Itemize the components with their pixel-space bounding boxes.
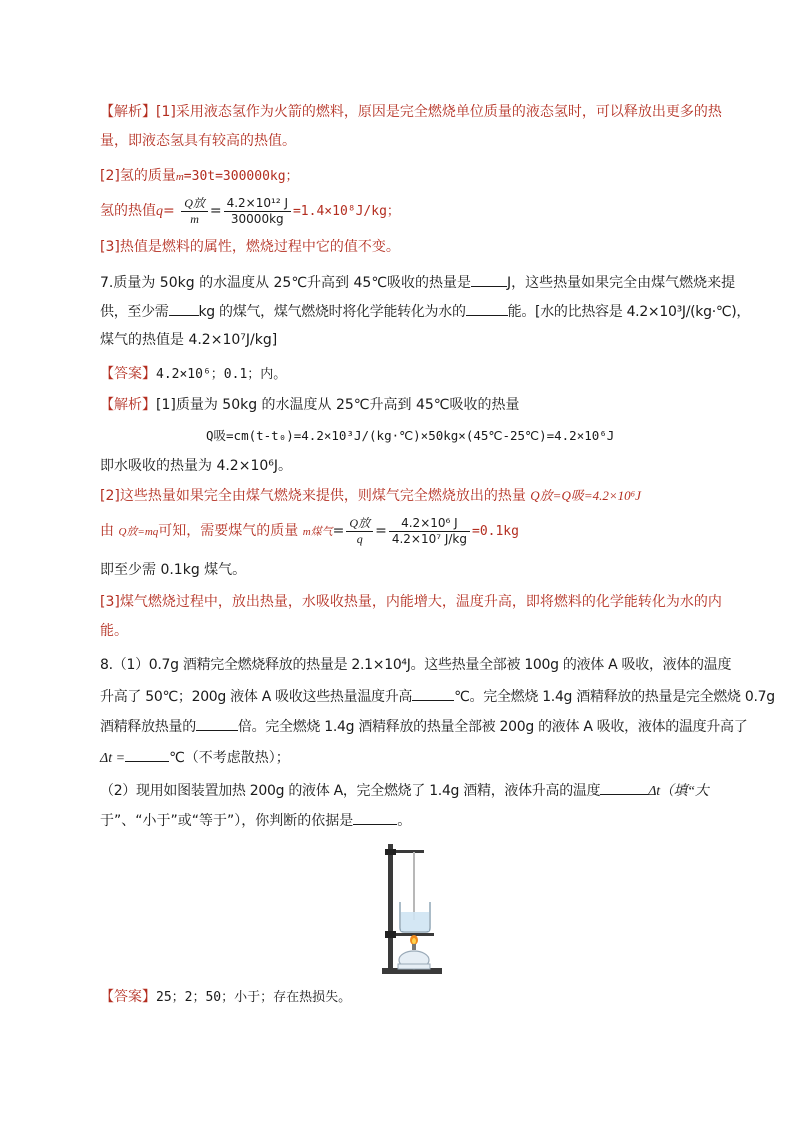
answer-tag: 【答案】 xyxy=(100,989,156,1005)
answer-blank xyxy=(353,810,397,825)
answer-blank xyxy=(196,716,238,731)
answer-blank xyxy=(412,686,454,701)
q7-solution-line-6: 即至少需 0.1kg 煤气。 xyxy=(100,562,247,578)
analysis-tag: 【解析】 xyxy=(100,397,156,413)
solution-text: 由 xyxy=(100,523,114,539)
answer-text: 4.2×10⁶；0.1；内。 xyxy=(156,367,287,382)
answer-tag: 【答案】 xyxy=(100,366,156,382)
heat-value-result: =1.4×10⁸J/kg； xyxy=(292,204,400,219)
equals-sign: = xyxy=(163,203,175,219)
heat-value-label: 氢的热值 xyxy=(100,203,156,219)
gas-mass-result: =0.1kg xyxy=(472,524,519,539)
gas-mass-symbol: m煤气 xyxy=(302,526,333,538)
q8-line-2 xyxy=(100,686,775,706)
formula-heat-released: Q放=Q吸=4.2×10⁶J xyxy=(530,488,641,503)
q8-text-2a: 升高了 50℃；200g 液体 A 吸收这些热量温度升高 xyxy=(100,689,413,705)
analysis-tag: 【解析】 xyxy=(100,104,156,120)
q7-text-1b: J，这些热量如果完全由煤气燃烧来提 xyxy=(507,275,736,291)
denominator: q xyxy=(356,531,363,546)
hydrogen-mass-value: =30t=300000kg； xyxy=(183,169,299,184)
q7-solution-line-8: 能。 xyxy=(100,623,128,639)
lamp-bottom xyxy=(398,964,430,969)
analysis-line-3: [3]热值是燃料的属性，燃烧过程中它的值不变。 xyxy=(100,239,400,255)
stand-rod xyxy=(388,844,393,970)
answer-blank xyxy=(466,301,508,316)
numerator: Q放 xyxy=(346,516,373,532)
lamp-wick xyxy=(412,944,416,950)
analysis-line-2: 量，即液态氢具有较高的热值。 xyxy=(100,133,296,149)
q8-text-4b: ℃（不考虑散热）； xyxy=(169,750,290,766)
fraction-q-over-m xyxy=(181,196,208,227)
q8-line-1: 8.（1）0.7g 酒精完全燃烧释放的热量是 2.1×10⁴J。这些热量全部被 100g 的液体 A 吸收，液体的温度 xyxy=(100,657,732,673)
q8-line-4 xyxy=(100,747,290,768)
analysis-text: [1]采用液态氢作为火箭的燃料，原因是完全燃烧单位质量的液态氢时，可以释放出更多的热 xyxy=(156,104,722,120)
q7-text-2a: 供，至少需 xyxy=(100,304,169,320)
ring-knob xyxy=(385,931,396,938)
q7-solution-line-4 xyxy=(100,487,641,505)
answer-blank xyxy=(471,272,507,287)
numerator-value: 4.2×10⁶ J xyxy=(389,516,470,532)
q7-text-1a: 7.质量为 50kg 的水温度从 25℃升高到 45℃吸收的热量是 xyxy=(100,275,472,291)
answer-blank xyxy=(169,301,199,316)
analysis-line-1 xyxy=(100,103,722,121)
formula-q-mq: Q放=mq xyxy=(118,526,159,538)
q-symbol: q xyxy=(156,204,163,219)
q7-text-2b: kg 的煤气，煤气燃烧时将化学能转化为水的 xyxy=(198,304,466,320)
q7-line-3: 煤气的热值是 4.2×10⁷J/kg] xyxy=(100,332,278,348)
q8-line-3 xyxy=(100,716,747,736)
q8-text-5a: （2）现用如图装置加热 200g 的液体 A，完全燃烧了 1.4g 酒精，液体升高的温度 xyxy=(100,783,601,799)
q7-line-2 xyxy=(100,301,750,321)
mass-symbol: m xyxy=(175,171,184,183)
q8-text-2b: ℃。完全燃烧 1.4g 酒精释放的热量是完全燃烧 0.7g xyxy=(454,689,775,705)
q7-answer xyxy=(100,365,286,384)
numerator: Q放 xyxy=(181,196,208,212)
q7-solution-line-5: 由 Q放=mq可知，需要煤气的质量 m煤气= $\frac{\text{Q放}}{q}$ = $\frac{\text{4.2×10⁶ J}}{\text{4.2×10⁷ J/kg}}$ =0.1kg xyxy=(100,515,519,546)
flame-core xyxy=(412,938,416,944)
clamp-knob xyxy=(385,849,396,855)
thermometer xyxy=(413,852,415,920)
q7-solution-line-3: 即水吸收的热量为 4.2×10⁶J。 xyxy=(100,458,293,474)
delta-t-symbol: Δt = xyxy=(100,751,126,766)
q7-solution-line-7: [3]煤气燃烧过程中，放出热量，水吸收热量，内能增大，温度升高，即将燃料的化学能转化为水的内 xyxy=(100,594,722,610)
numerator-value: 4.2×10¹² J xyxy=(224,196,291,212)
solution-text: 可知，需要煤气的质量 xyxy=(158,523,299,539)
q7-formula-heat-absorbed: Q吸=cm(t-t₀)=4.2×10³J/(kg·℃)×50kg×(45℃-25℃)=4.2×10⁶J xyxy=(206,428,615,443)
q8-answer xyxy=(100,988,351,1007)
q7-solution-line-1 xyxy=(100,396,520,414)
answer-blank xyxy=(125,747,169,762)
hydrogen-mass-label: [2]氢的质量 xyxy=(100,168,176,184)
q7-line-1 xyxy=(100,272,735,292)
denominator-value: 30000kg xyxy=(230,211,284,226)
q8-text-3a: 酒精释放热量的 xyxy=(100,719,196,735)
hydrogen-mass-line xyxy=(100,167,299,186)
q8-text-5b: Δt（填“大 xyxy=(648,784,709,799)
hydrogen-heat-value-line: 氢的热值q= $\frac{\text{Q放}}{m}$ = $\frac{\text{4.2×10¹² J}}{30000kg}$ =1.4×10⁸J/kg； xyxy=(100,195,400,226)
denominator: m xyxy=(190,211,199,226)
denominator-value: 4.2×10⁷ J/kg xyxy=(391,531,467,546)
q8-text-3b: 倍。完全燃烧 1.4g 酒精释放的热量全部被 200g 的液体 A 吸收，液体的温度升高了 xyxy=(237,719,748,735)
fraction-q-over-q xyxy=(346,516,373,547)
solution-text: [1]质量为 50kg 的水温度从 25℃升高到 45℃吸收的热量 xyxy=(156,397,520,413)
fraction-values xyxy=(389,516,470,547)
answer-text: 25；2；50；小于；存在热损失。 xyxy=(156,990,352,1005)
fraction-values xyxy=(224,196,291,227)
q8-line-6 xyxy=(100,810,411,830)
q8-line-5 xyxy=(100,780,708,801)
q8-text-6a: 于”、“小于”或“等于”），你判断的依据是 xyxy=(100,813,354,829)
answer-blank xyxy=(600,780,648,795)
solution-text: [2]这些热量如果完全由煤气燃烧来提供，则煤气完全燃烧放出的热量 xyxy=(100,488,526,504)
q7-text-2c: 能。[水的比热容是 4.2×10³J/(kg·℃)， xyxy=(507,304,751,320)
heating-apparatus-figure xyxy=(378,840,448,976)
q8-text-6b: 。 xyxy=(397,813,412,829)
liquid-a xyxy=(401,912,429,931)
